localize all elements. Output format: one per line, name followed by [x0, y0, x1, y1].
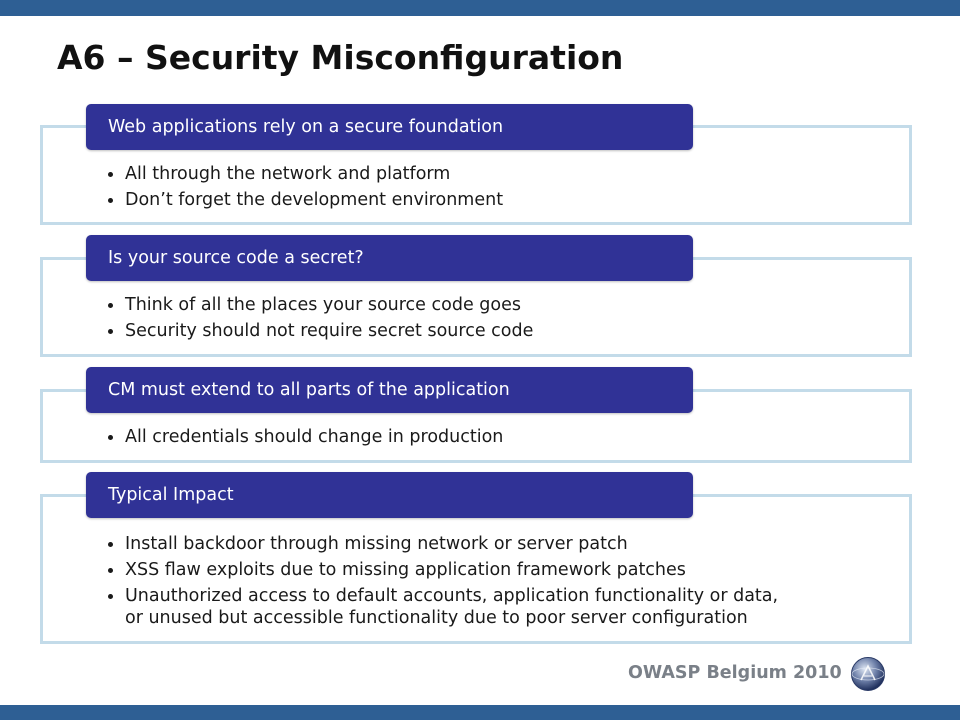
owasp-globe-logo-icon [850, 656, 886, 692]
footer-text: OWASP Belgium 2010 [628, 663, 842, 683]
section-heading-impact: Typical Impact [86, 472, 693, 518]
list-item: Security should not require secret source code [107, 320, 533, 342]
list-item: All through the network and platform [107, 163, 503, 185]
bullet-list-impact [107, 533, 778, 629]
list-item: XSS flaw exploits due to missing application framework patches [107, 559, 778, 581]
slide-title: A6 – Security Misconfiguration [57, 38, 624, 77]
bullet-list-foundation [107, 163, 503, 215]
list-item: All credentials should change in production [107, 426, 503, 448]
bullet-text-line: Unauthorized access to default accounts, application functionality or data, [125, 586, 779, 606]
bullet-list-cm [107, 426, 503, 452]
bullet-list-source-code [107, 294, 533, 346]
section-heading-foundation: Web applications rely on a secure foundation [86, 104, 693, 150]
list-item [107, 585, 778, 629]
section-heading-source-code: Is your source code a secret? [86, 235, 693, 281]
bottom-bar [0, 705, 960, 720]
list-item: Install backdoor through missing network or server patch [107, 533, 778, 555]
list-item: Think of all the places your source code goes [107, 294, 533, 316]
bullet-text-line: or unused but accessible functionality due to poor server configuration [125, 608, 748, 628]
section-heading-cm: CM must extend to all parts of the application [86, 367, 693, 413]
list-item: Don’t forget the development environment [107, 189, 503, 211]
top-bar [0, 0, 960, 16]
